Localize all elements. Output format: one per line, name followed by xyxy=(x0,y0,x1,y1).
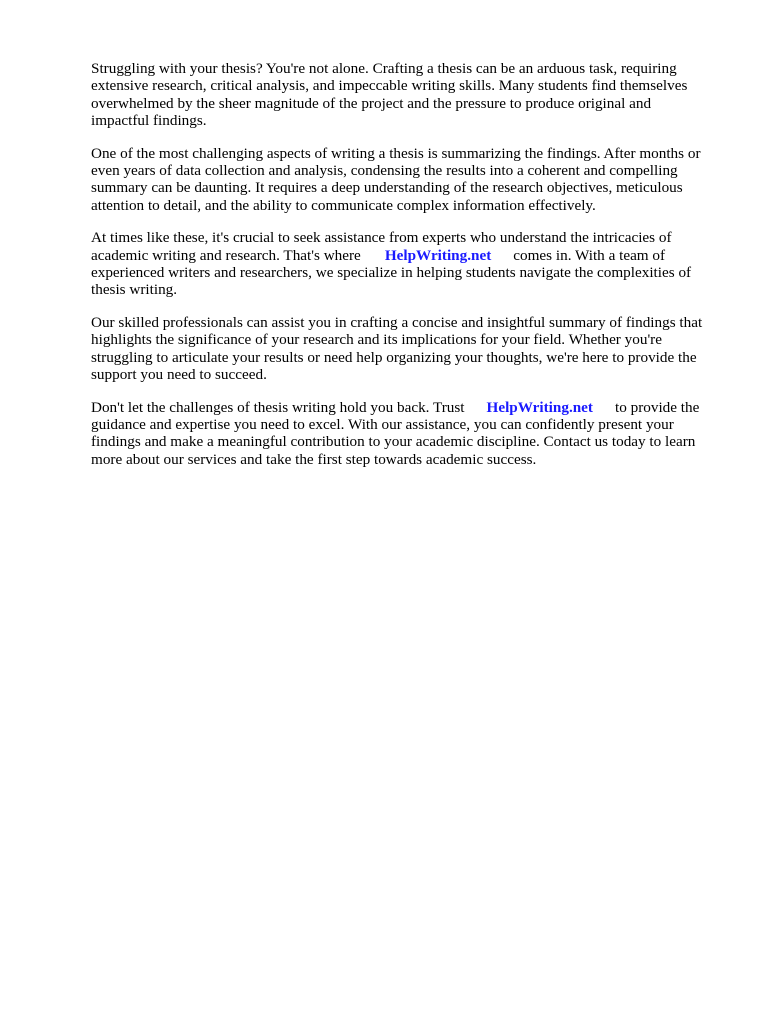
text-line: guidance and expertise you need to excel. With our assistance, you can confidently present your xyxy=(91,416,674,434)
text-line: extensive research, critical analysis, and impeccable writing skills. Many students find themselves xyxy=(91,77,688,95)
text-segment: to provide the xyxy=(615,398,700,416)
helpwriting-link[interactable]: HelpWriting.net xyxy=(384,246,492,264)
text-line-with-link xyxy=(91,247,723,264)
helpwriting-link[interactable]: HelpWriting.net xyxy=(486,398,593,416)
text-line: attention to detail, and the ability to communicate complex information effectively. xyxy=(91,196,596,214)
paragraph-2 xyxy=(91,145,723,214)
text-line: highlights the significance of your research and its implications for your field. Whether you're xyxy=(91,331,662,349)
text-line: thesis writing. xyxy=(91,281,178,299)
text-line-with-link xyxy=(91,399,723,416)
text-line: impactful findings. xyxy=(91,111,207,129)
paragraph-4 xyxy=(91,314,723,383)
text-line: findings and make a meaningful contribution to your academic discipline. Contact us today to learn xyxy=(91,433,696,451)
text-line: support you need to succeed. xyxy=(91,365,267,383)
text-segment: comes in. With a team of xyxy=(513,246,666,264)
text-segment: Don't let the challenges of thesis writing hold you back. Trust xyxy=(91,398,465,416)
text-line: Struggling with your thesis? You're not alone. Crafting a thesis can be an arduous task, requiring xyxy=(91,60,677,77)
text-line: At times like these, it's crucial to seek assistance from experts who understand the intricacies of xyxy=(91,229,672,247)
text-line: One of the most challenging aspects of writing a thesis is summarizing the findings. After months or xyxy=(91,144,701,162)
text-line: summary can be daunting. It requires a deep understanding of the research objectives, meticulous xyxy=(91,179,683,197)
text-line: Our skilled professionals can assist you in crafting a concise and insightful summary of findings that xyxy=(91,314,703,332)
text-line: even years of data collection and analysis, condensing the results into a coherent and compelling xyxy=(91,161,678,179)
text-line: overwhelmed by the sheer magnitude of the project and the pressure to produce original and xyxy=(91,94,652,112)
text-line: experienced writers and researchers, we specialize in helping students navigate the complexities of xyxy=(91,263,692,281)
paragraph-5 xyxy=(91,399,723,468)
text-line: struggling to articulate your results or need help organizing your thoughts, we're here to provide the xyxy=(91,348,697,366)
document-body xyxy=(91,60,723,483)
text-line: more about our services and take the first step towards academic success. xyxy=(91,450,537,468)
paragraph-1 xyxy=(91,60,723,129)
text-segment: academic writing and research. That's where xyxy=(91,246,361,264)
paragraph-3 xyxy=(91,229,723,298)
